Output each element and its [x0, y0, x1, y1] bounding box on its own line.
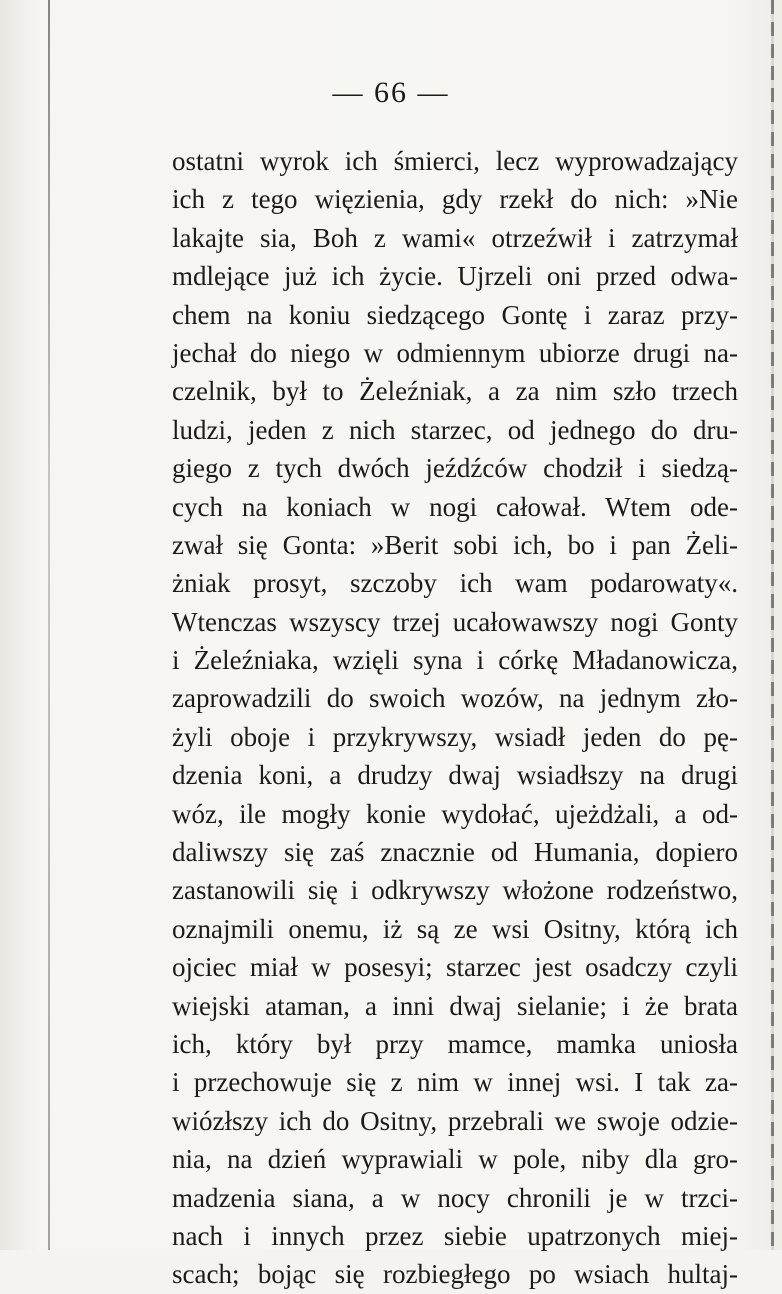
text-line-16: żyli oboje i przykrywszy, wsiadł jeden do pę- [172, 721, 738, 752]
text-line-20: zastanowili się i odkrywszy włożone rodzeństwo, [172, 875, 738, 906]
text-line-9: giego z tych dwóch jeźdźców chodził i siedzą- [172, 453, 738, 484]
text-line-2: ich z tego więzienia, gdy rzekł do nich: »Nie [172, 184, 738, 215]
text-line-27: nia, na dzień wyprawiali w pole, niby dla gro- [172, 1144, 738, 1175]
text-line-6: jechał do niego w odmiennym ubiorze drugi na- [172, 337, 738, 368]
text-line-25: i przechowuje się z nim w innej wsi. I tak za- [172, 1067, 738, 1098]
text-line-13: Wtenczas wszyscy trzej ucałowawszy nogi Gonty [172, 606, 738, 637]
text-line-21: oznajmili onemu, iż są ze wsi Ositny, którą ich [172, 913, 738, 944]
text-line-5: chem na koniu siedzącego Gontę i zaraz przy- [172, 299, 738, 330]
text-line-28: madzenia siana, a w nocy chronili je w trzci- [172, 1182, 738, 1213]
text-line-29: nach i innych przez siebie upatrzonych miej- [172, 1220, 738, 1251]
text-line-19: daliwszy się zaś znacznie od Humania, dopiero [172, 837, 738, 868]
text-line-23: wiejski ataman, a inni dwaj sielanie; i że brata [172, 990, 738, 1021]
text-line-12: żniak prosyt, szczoby ich wam podarowaty«. [172, 568, 738, 599]
page-right-edge-shadow [771, 0, 774, 1250]
text-line-15: zaprowadzili do swoich wozów, na jednym zło- [172, 683, 738, 714]
text-line-11: zwał się Gonta: »Berit sobi ich, bo i pan Żeli- [172, 529, 738, 560]
text-line-14: i Żeleźniaka, wzięli syna i córkę Mładanowicza, [172, 645, 738, 676]
text-line-8: ludzi, jeden z nich starzec, od jednego do dru- [172, 414, 738, 445]
text-line-4: mdlejące już ich życie. Ujrzeli oni przed odwa- [172, 261, 738, 292]
text-line-3: lakajte sia, Boh z wami« otrzeźwił i zatrzymał [172, 222, 738, 253]
text-line-7: czelnik, był to Żeleźniak, a za nim szło trzech [172, 376, 738, 407]
body-text [172, 142, 738, 1294]
text-line-1: ostatni wyrok ich śmierci, lecz wyprowadzający [172, 146, 738, 176]
page-left-edge-shadow [48, 0, 50, 1250]
text-line-10: cych na koniach w nogi całował. Wtem ode- [172, 491, 738, 522]
page-number: — 66 — [332, 76, 450, 109]
text-line-18: wóz, ile mogły konie wydołać, ujeżdżali, a od- [172, 798, 738, 829]
text-line-17: dzenia koni, a drudzy dwaj wsiadłszy na drugi [172, 760, 738, 791]
text-line-30: scach; bojąc się rozbiegłego po wsiach hultaj- [172, 1259, 738, 1290]
text-line-24: ich, który był przy mamce, mamka uniosła [172, 1028, 738, 1059]
text-line-26: wiózłszy ich do Ositny, przebrali we swoje odzie- [172, 1105, 738, 1136]
text-line-22: ojciec miał w posesyi; starzec jest osadczy czyli [172, 952, 738, 983]
